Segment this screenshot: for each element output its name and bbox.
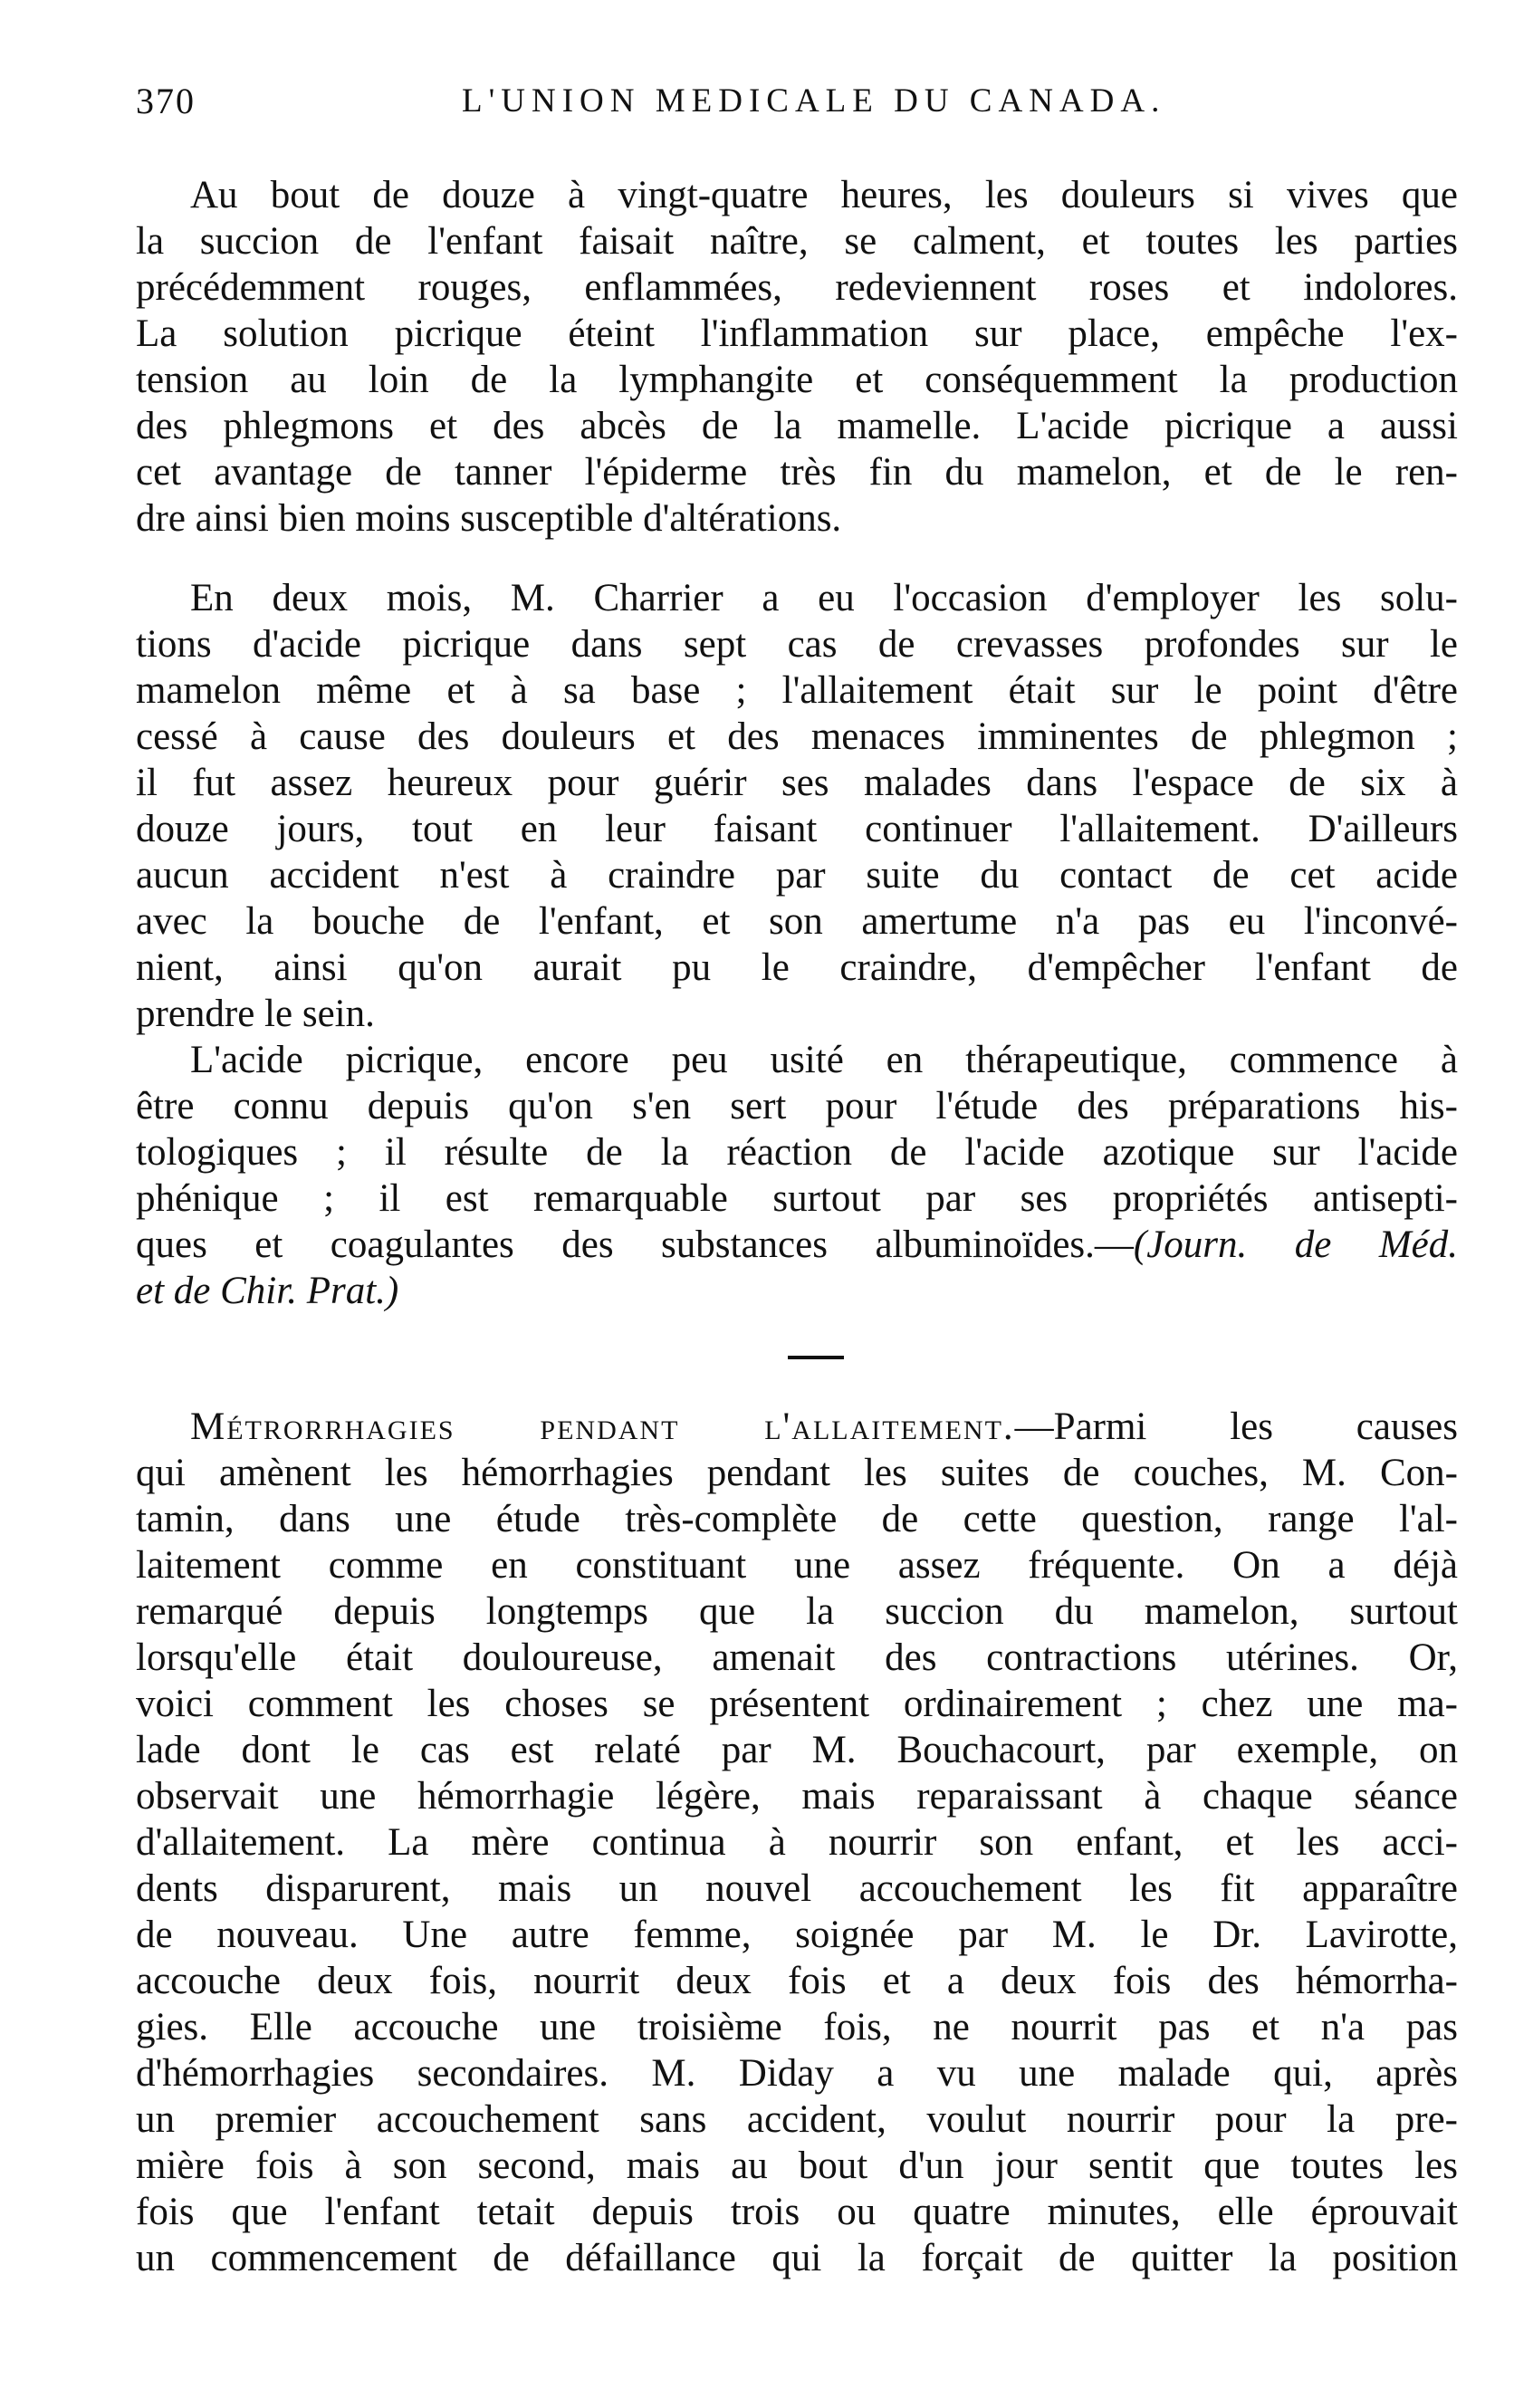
text-line: tologiques ; il résulte de la réaction de l'acide azotique sur l'acide	[136, 1131, 1458, 1174]
text-line: L'acide picrique, encore peu usité en thérapeutique, commence à	[190, 1039, 1458, 1081]
text-line: des phlegmons et des abcès de la mamelle. L'acide picrique a aussi	[136, 405, 1458, 447]
citation: et de Chir. Prat.)	[136, 1270, 399, 1312]
text-line-with-heading	[136, 1404, 1458, 1450]
paragraph-2	[136, 575, 1458, 1037]
text-line: cet avantage de tanner l'épiderme très fin du mamelon, et de le ren-	[136, 451, 1458, 494]
page-number: 370	[136, 81, 196, 121]
text-line: aucun accident n'est à craindre par suite du contact de cet acide	[136, 854, 1458, 897]
text-line: nient, ainsi qu'on aurait pu le craindre, d'empêcher l'enfant de	[136, 946, 1458, 989]
section-title: Métrorrhagies pendant l'allaitement.	[190, 1405, 1015, 1448]
page-header	[136, 74, 1458, 129]
text-line: gies. Elle accouche une troisième fois, ne nourrit pas et n'a pas	[136, 2006, 1458, 2048]
text-line: de nouveau. Une autre femme, soignée par M. le Dr. Lavirotte,	[136, 1914, 1458, 1956]
text-line: prendre le sein.	[136, 993, 375, 1035]
text-line: phénique ; il est remarquable surtout par ses propriétés antisepti-	[136, 1177, 1458, 1220]
citation: (Journ. de Méd.	[1133, 1223, 1458, 1266]
text-line: tension au loin de la lymphangite et conséquemment la production	[136, 359, 1458, 401]
text-line: Au bout de douze à vingt-quatre heures, les douleurs si vives que	[190, 174, 1458, 216]
text-line-with-citation	[136, 1222, 1458, 1268]
text-line: d'allaitement. La mère continua à nourrir son enfant, et les acci-	[136, 1821, 1458, 1864]
paragraph-1	[136, 172, 1458, 542]
text-line: cessé à cause des douleurs et des menaces imminentes de phlegmon ;	[136, 715, 1458, 758]
running-title: L'UNION MEDICALE DU CANADA.	[462, 82, 1166, 120]
text-line: En deux mois, M. Charrier a eu l'occasion d'employer les solu-	[190, 577, 1458, 619]
text-line: fois que l'enfant tetait depuis trois ou quatre minutes, elle éprouvait	[136, 2191, 1458, 2233]
text-line: voici comment les choses se présentent ordinairement ; chez une ma-	[136, 1683, 1458, 1725]
text-line: qui amènent les hémorrhagies pendant les suites de couches, M. Con-	[136, 1452, 1458, 1494]
text-line: précédemment rouges, enflammées, redeviennent roses et indolores.	[136, 266, 1458, 309]
paragraph-3	[136, 1037, 1458, 1314]
text-line: lade dont le cas est relaté par M. Bouchacourt, par exemple, on	[136, 1729, 1458, 1771]
text-line: un premier accouchement sans accident, voulut nourrir pour la pre-	[136, 2098, 1458, 2141]
text-fragment: —Parmi les causes	[1014, 1405, 1458, 1448]
text-line	[136, 1268, 1458, 1314]
text-line: un commencement de défaillance qui la forçait de quitter la position	[136, 2237, 1458, 2279]
paragraph-4	[136, 1404, 1458, 2281]
text-line: laitement comme en constituant une assez fréquente. On a déjà	[136, 1544, 1458, 1587]
text-line: mière fois à son second, mais au bout d'un jour sentit que toutes les	[136, 2144, 1458, 2187]
text-fragment: ques et coagulantes des substances albuminoïdes.—	[136, 1223, 1134, 1266]
text-line: douze jours, tout en leur faisant continuer l'allaitement. D'ailleurs	[136, 808, 1458, 850]
text-line: accouche deux fois, nourrit deux fois et a deux fois des hémorrha-	[136, 1960, 1458, 2002]
section-separator	[788, 1356, 844, 1359]
text-line: observait une hémorrhagie légère, mais reparaissant à chaque séance	[136, 1775, 1458, 1818]
text-line: lorsqu'elle était douloureuse, amenait des contractions utérines. Or,	[136, 1636, 1458, 1679]
text-line: La solution picrique éteint l'inflammation sur place, empêche l'ex-	[136, 312, 1458, 355]
text-line: la succion de l'enfant faisait naître, se calment, et toutes les parties	[136, 220, 1458, 263]
text-line: d'hémorrhagies secondaires. M. Diday a vu une malade qui, après	[136, 2052, 1458, 2095]
text-line: tions d'acide picrique dans sept cas de crevasses profondes sur le	[136, 623, 1458, 666]
text-line: mamelon même et à sa base ; l'allaitement était sur le point d'être	[136, 669, 1458, 712]
text-line: dents disparurent, mais un nouvel accouchement les fit apparaître	[136, 1867, 1458, 1910]
text-line: être connu depuis qu'on s'en sert pour l'étude des préparations his-	[136, 1085, 1458, 1127]
text-line: remarqué depuis longtemps que la succion du mamelon, surtout	[136, 1590, 1458, 1633]
text-line: dre ainsi bien moins susceptible d'altérations.	[136, 497, 842, 540]
text-line: tamin, dans une étude très-complète de cette question, range l'al-	[136, 1498, 1458, 1540]
text-line: avec la bouche de l'enfant, et son amertume n'a pas eu l'inconvé-	[136, 900, 1458, 943]
text-line: il fut assez heureux pour guérir ses malades dans l'espace de six à	[136, 762, 1458, 804]
